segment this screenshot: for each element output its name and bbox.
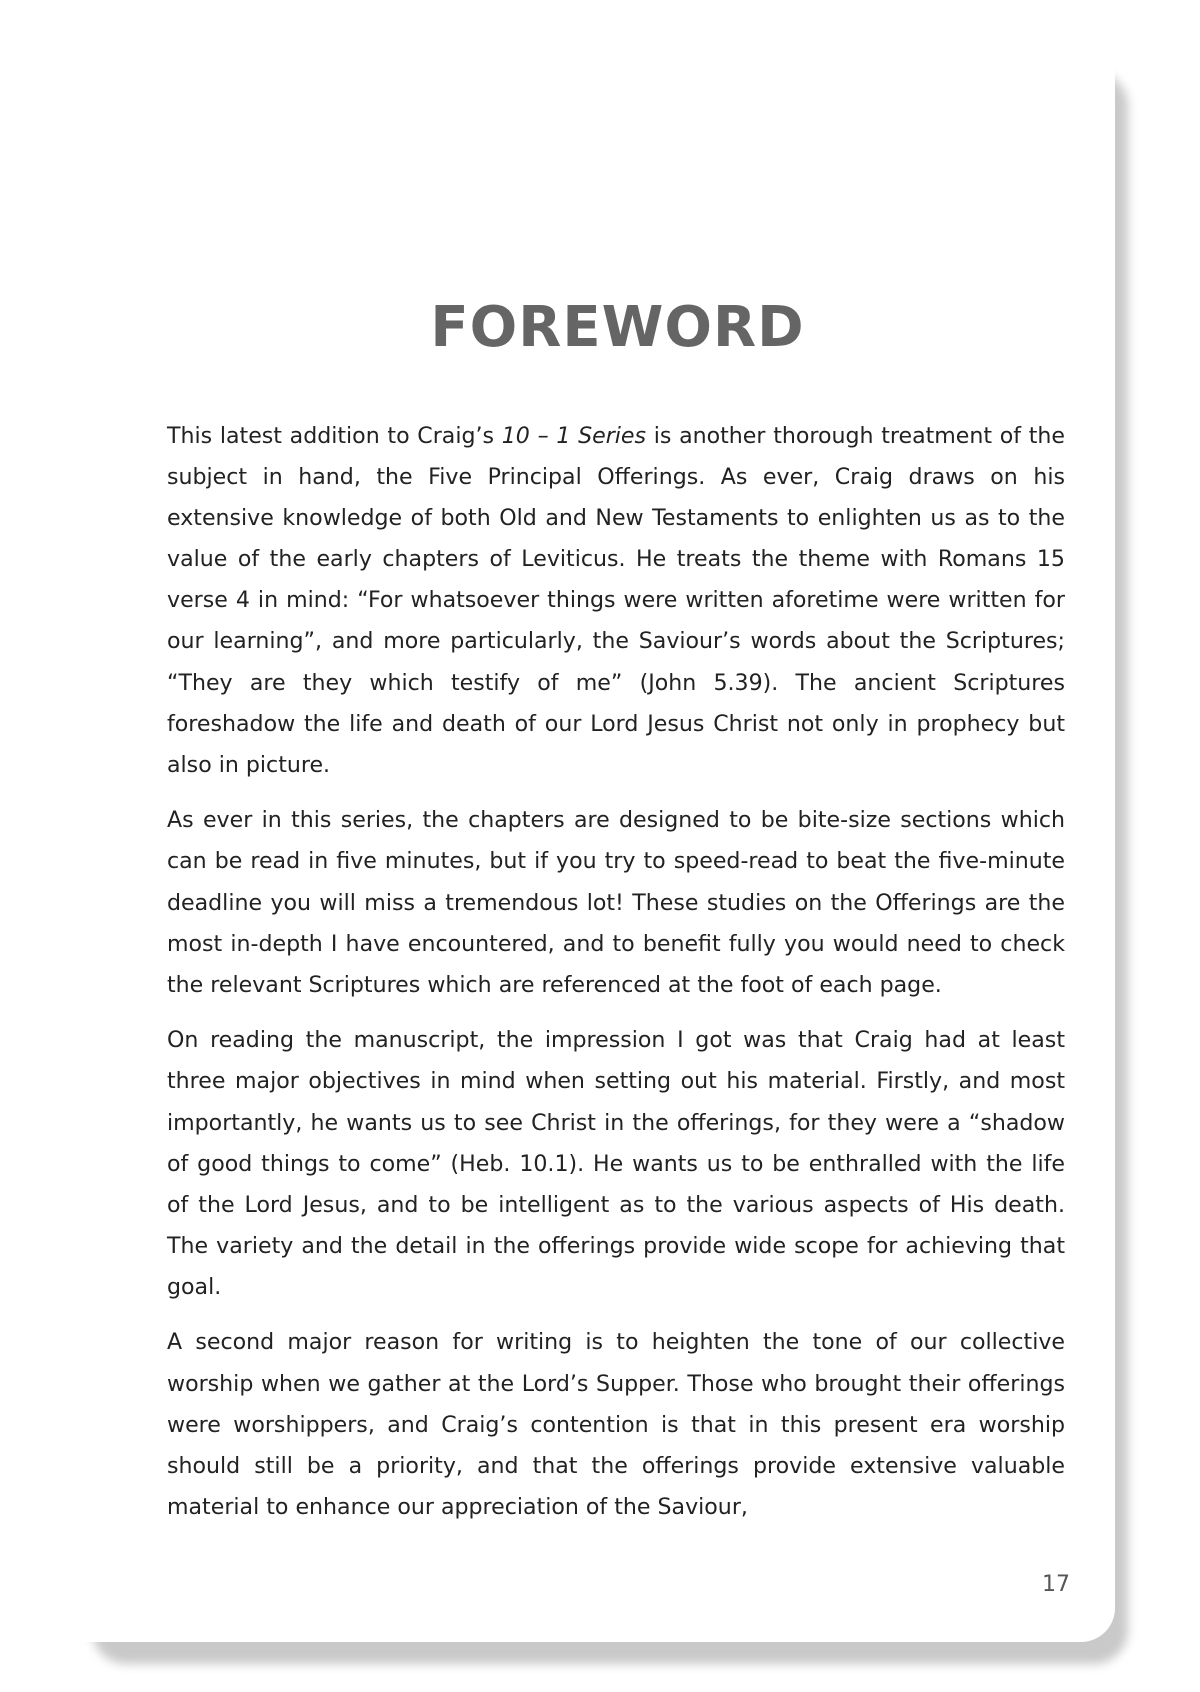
foreword-body: [167, 416, 1065, 1528]
paragraph-4: A second major reason for writing is to heighten the tone of our collective worship when we gather at the Lord’s Supper. Those who brought their offerings were worshippers, and Craig’s contention is that in this present era worship should still be a priority, and that the offerings provide extensive valuable material to enhance our appreciation of the Saviour,: [167, 1329, 1065, 1520]
paragraph-2: As ever in this series, the chapters are designed to be bite-size sections which can be read in five minutes, but if you try to speed-read to beat the five-minute deadline you will miss a tremendous lot! These studies on the Offerings are the most in-depth I have encountered, and to benefit fully you would need to check the relevant Scriptures which are referenced at the foot of each page.: [167, 807, 1065, 998]
series-title: 10 – 1 Series: [501, 423, 647, 449]
chapter-title: FOREWORD: [430, 295, 805, 360]
paragraph-1-text-start: This latest addition to Craig’s: [167, 423, 502, 449]
page-number: 17: [1042, 1572, 1070, 1597]
paragraph-1: [167, 416, 1065, 786]
paragraph-1-text-end: is another thorough treatment of the subject in hand, the Five Principal Offerings. As ever, Craig draws on his extensive knowledge of both Old and New Testaments to enlighten us as to the value of the early chapters of Leviticus. He treats the theme with Romans 15 verse 4 in mind: “For whatsoever things were written aforetime were written for our learning”, and more particularly, the Saviour’s words about the Scriptures; “They are they which testify of me” (John 5.39). The ancient Scriptures foreshadow the life and death of our Lord Jesus Christ not only in prophecy but also in picture.: [167, 423, 1066, 778]
paragraph-3: On reading the manuscript, the impression I got was that Craig had at least three major objectives in mind when setting out his material. Firstly, and most importantly, he wants us to see Christ in the offerings, for they were a “shadow of good things to come” (Heb. 10.1). He wants us to be enthralled with the life of the Lord Jesus, and to be intelligent as to the various aspects of His death. The variety and the detail in the offerings provide wide scope for achieving that goal.: [167, 1027, 1065, 1300]
